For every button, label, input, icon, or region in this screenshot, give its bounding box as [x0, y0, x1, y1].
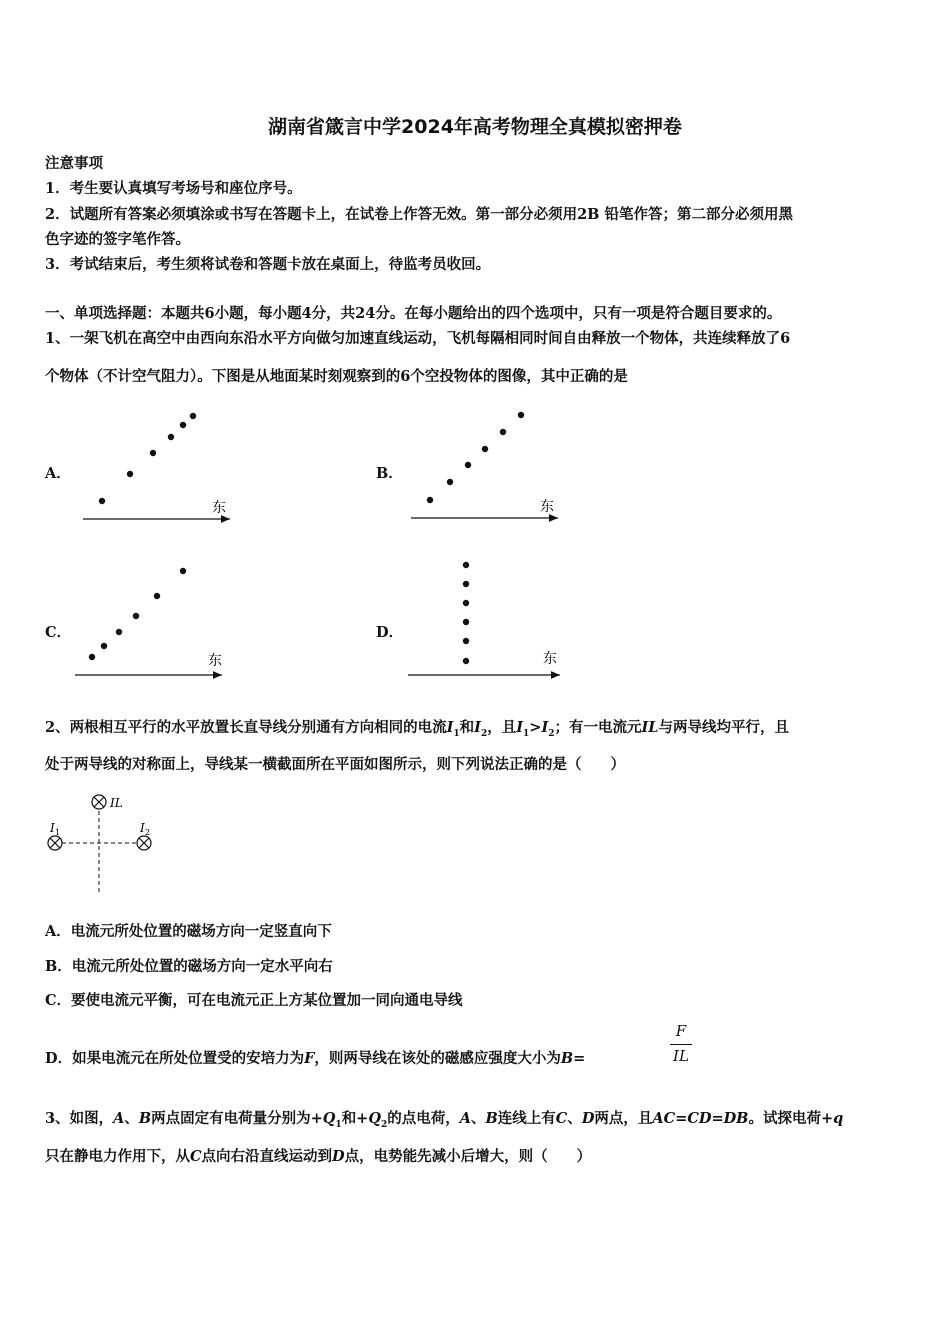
fraction-numerator: F — [675, 1022, 687, 1040]
q1-stem-line2: 个物体（不计空气阻力）。下图是从地面某时刻观察到的6个空投物体的图像，其中正确的是 — [45, 368, 628, 385]
wire-i2-icon — [137, 836, 151, 850]
i1-sub: 1 — [55, 828, 61, 837]
q3-stem-line1: 3、如图，A、B两点固定有电荷量分别为$+Q_1$和$+Q_2$的点电荷，A、B连线上有C、D两点，且AC=CD=DB。试探电荷+q — [45, 1110, 844, 1130]
dot — [463, 658, 469, 664]
dot — [154, 593, 160, 599]
dot — [463, 619, 469, 625]
axis-label-east: 东 — [540, 499, 554, 515]
q2-option-a: A．电流元所处位置的磁场方向一定竖直向下 — [45, 923, 332, 940]
notice-heading: 注意事项 — [45, 155, 103, 172]
current-element-il-icon — [92, 795, 106, 809]
i1-label: I — [50, 821, 55, 835]
section-heading: 一、单项选择题：本题共6小题，每小题4分，共24分。在每小题给出的四个选项中，只有一项是符合题目要求的。 — [45, 305, 782, 322]
dot — [99, 498, 105, 504]
notice-item-2: 2．试题所有答案必须填涂或书写在答题卡上，在试卷上作答无效。第一部分必须用2B 铅笔作答；第二部分必须用黑 — [45, 206, 793, 223]
dot — [463, 562, 469, 568]
dot — [463, 600, 469, 606]
dot — [133, 613, 139, 619]
dot — [168, 434, 174, 440]
q2-option-c: C．要使电流元平衡，可在电流元正上方某位置加一同向通电导线 — [45, 992, 463, 1009]
q1-option-d-label: D． — [376, 624, 404, 641]
q1-option-a-label: A． — [45, 465, 71, 482]
dot — [101, 643, 107, 649]
q2-option-b: B．电流元所处位置的磁场方向一定水平向右 — [45, 958, 333, 975]
notice-item-1: 1．考生要认真填写考场号和座位序号。 — [45, 180, 302, 197]
i2-label: I — [140, 821, 145, 835]
dot — [180, 422, 186, 428]
axis-label-east: 东 — [208, 653, 222, 669]
dot — [180, 568, 186, 574]
q1-figure-c — [75, 568, 222, 675]
dot — [518, 412, 524, 418]
axis-label-east: 东 — [212, 500, 226, 516]
dot — [190, 413, 196, 419]
q1-figure-b — [411, 412, 558, 518]
dot — [463, 581, 469, 587]
q2-stem-line1: 2、两根相互平行的水平放置长直导线分别通有方向相同的电流$I_1$和$I_2$，且$I_1>I_2$；有一电流元IL与两导线均平行，且 — [45, 719, 789, 739]
q1-option-b-label: B． — [376, 465, 403, 482]
q1-stem-line1: 1、一架飞机在高空中由西向东沿水平方向做匀加速直线运动，飞机每隔相同时间自由释放一个物体，共连续释放了6 — [45, 330, 791, 347]
fraction-denominator: IL — [673, 1047, 689, 1065]
wire-i1-icon — [48, 836, 62, 850]
q3-stem-line2: 只在静电力作用下，从C点向右沿直线运动到D点，电势能先减小后增大，则（ ） — [45, 1148, 592, 1165]
q1-figure-a — [83, 413, 230, 519]
q1-option-c-label: C． — [45, 624, 72, 641]
dot — [150, 450, 156, 456]
dot — [482, 446, 488, 452]
notice-item-3: 3．考试结束后，考生须将试卷和答题卡放在桌面上，待监考员收回。 — [45, 256, 491, 273]
dot — [463, 638, 469, 644]
dot — [127, 471, 133, 477]
dot — [465, 462, 471, 468]
page-title: 湖南省箴言中学2024年高考物理全真模拟密押卷 — [268, 116, 682, 138]
dot — [447, 479, 453, 485]
q2-stem-line2: 处于两导线的对称面上，导线某一横截面所在平面如图所示，则下列说法正确的是（ ） — [45, 756, 625, 773]
dot — [89, 654, 95, 660]
notice-item-2-cont: 色字迹的签字笔作答。 — [45, 231, 190, 248]
q2-option-d: D．如果电流元在所处位置受的安培力为F，则两导线在该处的磁感应强度大小为B= — [45, 1050, 586, 1067]
axis-label-east: 东 — [543, 651, 557, 667]
fraction-bar — [670, 1044, 692, 1045]
dot — [500, 429, 506, 435]
q2-figure — [40, 785, 170, 900]
dot — [427, 497, 433, 503]
il-label: IL — [110, 796, 123, 810]
q1-figure-d — [408, 562, 560, 675]
i2-sub: 2 — [145, 828, 151, 837]
dot — [116, 629, 122, 635]
